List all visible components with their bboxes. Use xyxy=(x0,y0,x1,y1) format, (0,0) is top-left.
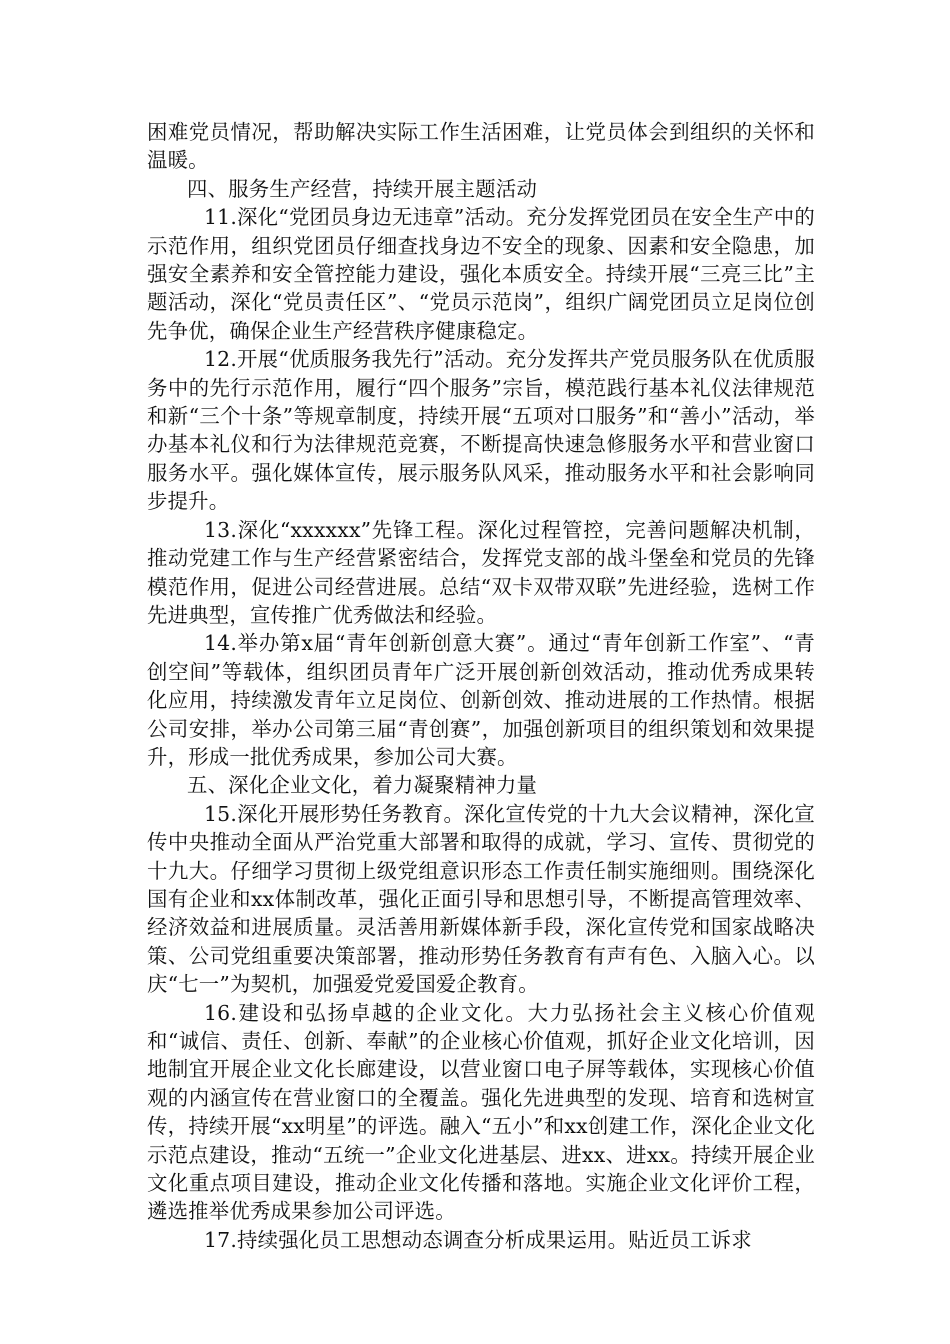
item-17: 17.持续强化员工思想动态调查分析成果运用。贴近员工诉求 xyxy=(204,1227,752,1252)
item-12: 12.开展“优质服务我先行”活动。充分发挥共产党员服务队在优质服务中的先行示范作用，履行“四个服务”宗旨，模范践行基本礼仪法律规范和新“三个十条”等规章制度，持续开展“五项对口服务”和“善小”活动，举办基本礼仪和行为法律规范竞赛，不断提高快速急修服务水平和营业窗口服务水平。强化媒体宣传，展示服务队风采，推动服务水平和社会影响同步提升。 xyxy=(147,347,815,514)
item-15: 15.深化开展形势任务教育。深化宣传党的十九大会议精神，深化宣传中央推动全面从严治党重大部署和取得的成就，学习、宣传、贯彻党的十九大。仔细学习贯彻上级党组意识形态工作责任制实施细则。围绕深化国有企业和xx体制改革，强化正面引导和思想引导，不断提高管理效率、经济效益和进展质量。灵活善用新媒体新手段，深化宣传党和国家战略决策、公司党组重要决策部署，推动形势任务教育有声有色、入脑入心。以庆“七一”为契机，加强爱党爱国爱企教育。 xyxy=(147,801,815,997)
section-heading-5: 五、深化企业文化，着力凝聚精神力量 xyxy=(187,773,538,798)
section-heading-4: 四、服务生产经营，持续开展主题活动 xyxy=(187,176,538,201)
item-16: 16.建设和弘扬卓越的企业文化。大力弘扬社会主义核心价值观和“诚信、责任、创新、奉献”的企业核心价值观，抓好企业文化培训，因地制宜开展企业文化长廊建设，以营业窗口电子屏等载体，实现核心价值观的内涵宣传在营业窗口的全覆盖。强化先进典型的发现、培育和选树宣传，持续开展“xx明星”的评选。融入“五小”和xx创建工作，深化企业文化示范点建设，推动“五统一”企业文化进基层、进xx、进xx。持续开展企业文化重点项目建设，推动企业文化传播和落地。实施企业文化评价工程，遴选推举优秀成果参加公司评选。 xyxy=(147,1000,815,1224)
item-13: 13.深化“xxxxxx”先锋工程。深化过程管控，完善问题解决机制，推动党建工作与生产经营紧密结合，发挥党支部的战斗堡垒和党员的先锋模范作用，促进公司经营进展。总结“双卡双带双联”先进经验，选树工作先进典型，宣传推广优秀做法和经验。 xyxy=(147,517,815,627)
paragraph-continuation: 困难党员情况，帮助解决实际工作生活困难，让党员体会到组织的关怀和温暖。 xyxy=(147,120,815,173)
document-page xyxy=(147,118,815,1254)
item-14: 14.举办第x届“青年创新创意大赛”。通过“青年创新工作室”、“青创空间”等载体，组织团员青年广泛开展创新创效活动，推动优秀成果转化应用，持续激发青年立足岗位、创新创效、推动进展的工作热情。根据公司安排，举办公司第三届“青创赛”，加强创新项目的组织策划和效果提升，形成一批优秀成果，参加公司大赛。 xyxy=(147,631,815,769)
item-11: 11.深化“党团员身边无违章”活动。充分发挥党团员在安全生产中的示范作用，组织党团员仔细查找身边不安全的现象、因素和安全隐患，加强安全素养和安全管控能力建设，强化本质安全。持续开展“三亮三比”主题活动，深化“党员责任区”、“党员示范岗”，组织广阔党团员立足岗位创先争优，确保企业生产经营秩序健康稳定。 xyxy=(147,205,815,343)
